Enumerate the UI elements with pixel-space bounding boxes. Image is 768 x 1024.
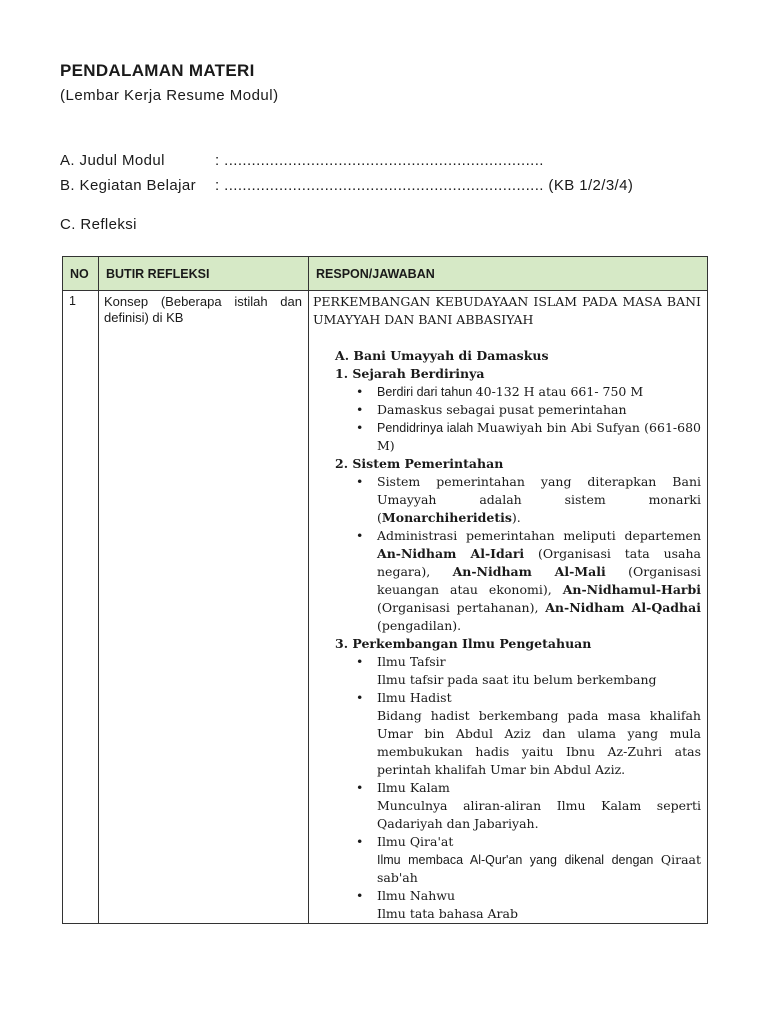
field-judul-modul-value: : ...................................................................... (215, 152, 544, 169)
list-item: • Pendidrinya ialah Muawiyah bin Abi Sufyan (661-680 M) (377, 419, 701, 455)
ilmu-title: • Ilmu Qira'at (377, 834, 454, 849)
ilmu-title: • Ilmu Nahwu (377, 888, 456, 903)
field-judul-modul (60, 152, 544, 169)
field-judul-modul-label: A. Judul Modul (60, 152, 165, 169)
ilmu-title: • Ilmu Hadist (377, 690, 452, 705)
field-refleksi-label: C. Refleksi (60, 216, 137, 233)
list-item: • Sistem pemerintahan yang diterapkan Bani Umayyah adalah sistem monarki (Monarchiheridetis). (377, 473, 701, 527)
table-header-row (63, 257, 708, 291)
cell-butir: Konsep (Beberapa istilah dan definisi) di KB (99, 291, 309, 924)
list-item (377, 887, 701, 923)
list-item: • Damaskus sebagai pusat pemerintahan (377, 401, 701, 419)
pemerintahan-list (313, 473, 701, 635)
list-item (377, 833, 701, 887)
ilmu-desc: Bidang hadist berkembang pada masa khalifah Umar bin Abdul Aziz dan ulama yang mula membukukan hadis yaitu Ibnu Az-Zuhri atas perintah khalifah Umar bin Abdul Aziz. (377, 708, 701, 777)
field-kegiatan-belajar-label: B. Kegiatan Belajar (60, 177, 197, 194)
list-item (377, 689, 701, 779)
subsection-sistem-pemerintahan: 2. Sistem Pemerintahan (335, 456, 504, 471)
cell-no: 1 (63, 291, 99, 924)
cell-respon (309, 291, 708, 924)
page-title: PENDALAMAN MATERI (60, 61, 255, 80)
ilmu-title: • Ilmu Kalam (377, 780, 450, 795)
page-subtitle: (Lembar Kerja Resume Modul) (60, 87, 279, 104)
table-row (63, 291, 708, 924)
list-item (377, 653, 701, 689)
header-no: NO (63, 257, 99, 291)
header-butir-refleksi: BUTIR REFLEKSI (99, 257, 309, 291)
list-item: • Berdiri dari tahun 40-132 H atau 661- 750 M (377, 383, 701, 401)
reflection-table (62, 256, 708, 924)
field-refleksi (60, 216, 137, 233)
response-heading: PERKEMBANGAN KEBUDAYAAN ISLAM PADA MASA BANI UMAYYAH DAN BANI ABBASIYAH (313, 294, 701, 327)
ilmu-desc: Ilmu membaca Al-Qur'an yang dikenal dengan Qiraat sab'ah (377, 852, 701, 885)
ilmu-desc: Ilmu tata bahasa Arab (377, 906, 518, 921)
list-item: • Administrasi pemerintahan meliputi departemen An-Nidham Al-Idari (Organisasi tata usaha negara), An-Nidham Al-Mali (Organisasi keuangan atau ekonomi), An-Nidhamul-Harbi (Organisasi pertahanan), An-Nidham Al-Qadhai (pengadilan). (377, 527, 701, 635)
ilmu-desc: Munculnya aliran-aliran Ilmu Kalam seperti Qadariyah dan Jabariyah. (377, 798, 701, 831)
list-item (377, 779, 701, 833)
header-respon-jawaban: RESPON/JAWABAN (309, 257, 708, 291)
ilmu-title: • Ilmu Tafsir (377, 654, 446, 669)
ilmu-desc: Ilmu tafsir pada saat itu belum berkembang (377, 672, 657, 687)
field-kegiatan-belajar-value: : ...................................................................... (KB 1/2/3/4) (215, 177, 634, 194)
ilmu-list (313, 653, 701, 923)
sejarah-list (313, 383, 701, 455)
subsection-ilmu-pengetahuan: 3. Perkembangan Ilmu Pengetahuan (335, 636, 592, 651)
field-kegiatan-belajar (60, 177, 633, 194)
subsection-sejarah: 1. Sejarah Berdirinya (335, 366, 485, 381)
section-bani-umayyah: A. Bani Umayyah di Damaskus (335, 348, 549, 363)
